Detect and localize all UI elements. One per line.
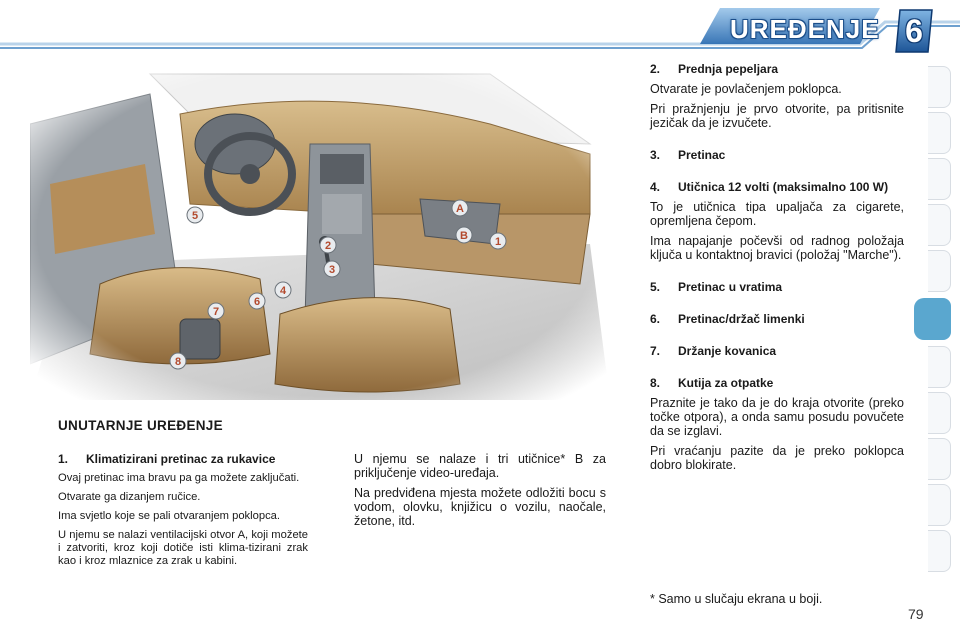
chapter-tab[interactable] <box>928 346 951 388</box>
chapter-tab[interactable] <box>928 66 951 108</box>
section-heading: UNUTARNJE UREĐENJE <box>58 418 223 433</box>
svg-text:4: 4 <box>279 285 287 297</box>
item-socket <box>650 180 904 262</box>
left-column <box>58 452 308 568</box>
callout-4 <box>275 282 291 298</box>
callout-1 <box>490 233 506 249</box>
svg-text:3: 3 <box>328 264 336 276</box>
item-coin-holder <box>650 344 904 358</box>
item-label: Kutija za otpatke <box>678 376 774 390</box>
item-label: Utičnica 12 volti (maksimalno 100 W) <box>678 180 889 194</box>
right-column <box>650 62 904 472</box>
chapter-tab[interactable] <box>928 438 951 480</box>
paragraph: Praznite je tako da je do kraja otvorite (preko točke otpora), a onda samu posudu povučete da se izglavi. <box>650 396 904 438</box>
callout-6 <box>249 293 265 309</box>
svg-text:2: 2 <box>324 240 332 252</box>
chapter-title: UREĐENJE <box>730 14 880 44</box>
paragraph: Pri vraćanju pazite da je preko poklopca dobro blokirate. <box>650 444 904 472</box>
chapter-tabs <box>926 66 960 576</box>
callout-a <box>452 200 468 216</box>
item-title-glovebox <box>58 452 308 466</box>
callout-3 <box>324 261 340 277</box>
chapter-tab[interactable] <box>928 112 951 154</box>
svg-text:6: 6 <box>253 296 261 308</box>
paragraph: Pri pražnjenju je prvo otvorite, pa pritisnite jezičak da je izvučete. <box>650 102 904 130</box>
item-label: Prednja pepeljara <box>678 62 779 76</box>
item-number: 3. <box>650 148 661 162</box>
paragraph: Ovaj pretinac ima bravu pa ga možete zaključati. <box>58 472 300 484</box>
svg-text:8: 8 <box>174 356 182 368</box>
item-number: 7. <box>650 344 661 358</box>
item-storage <box>650 148 904 162</box>
paragraph: U njemu se nalazi ventilacijski otvor A, koji možete i zatvoriti, kroz koji dotiče isti klima-tizirani zrak kao i kroz mlaznice za zrak u kabini. <box>58 529 308 567</box>
svg-text:B: B <box>460 230 468 242</box>
item-label: Pretinac/držač limenki <box>678 312 805 326</box>
callout-5 <box>187 207 203 223</box>
footnote: * Samo u slučaju ekrana u boji. <box>650 592 823 606</box>
callout-7 <box>208 303 224 319</box>
item-number: 5. <box>650 280 661 294</box>
item-number: 4. <box>650 180 661 194</box>
item-can-holder <box>650 312 904 326</box>
item-number: 1. <box>58 452 69 466</box>
middle-column <box>354 452 606 528</box>
item-number: 8. <box>650 376 661 390</box>
chapter-tab[interactable] <box>928 530 951 572</box>
svg-text:5: 5 <box>191 210 199 222</box>
item-number: 6. <box>650 312 661 326</box>
paragraph: Otvarate je povlačenjem poklopca. <box>650 82 842 96</box>
item-ashtray <box>650 62 904 130</box>
paragraph: Ima svjetlo koje se pali otvaranjem poklopca. <box>58 510 280 522</box>
item-waste-bin <box>650 376 904 472</box>
chapter-tab[interactable] <box>928 484 951 526</box>
chapter-tab[interactable] <box>928 392 951 434</box>
callout-b <box>456 227 472 243</box>
chapter-tab-active[interactable] <box>914 298 951 340</box>
car-interior-illustration <box>30 64 610 400</box>
item-label: Držanje kovanica <box>678 344 777 358</box>
paragraph: Ima napajanje počevši od radnog položaja ključa u kontaktnoj bravici (položaj "Marche"). <box>650 234 904 262</box>
chapter-tab[interactable] <box>928 158 951 200</box>
svg-text:A: A <box>456 203 464 215</box>
paragraph: To je utičnica tipa upaljača za cigarete, opremljena čepom. <box>650 200 904 228</box>
item-label: Pretinac u vratima <box>678 280 783 294</box>
item-label: Klimatizirani pretinac za rukavice <box>86 452 276 466</box>
callout-8 <box>170 353 186 369</box>
callout-2 <box>320 237 336 253</box>
svg-text:1: 1 <box>494 236 502 248</box>
paragraph: Na predviđena mjesta možete odložiti bocu s vodom, olovku, knjižicu o vozilu, naočale, žetone, itd. <box>354 486 606 528</box>
item-door-pocket <box>650 280 904 294</box>
paragraph: Otvarate ga dizanjem ručice. <box>58 491 201 503</box>
item-label: Pretinac <box>678 148 726 162</box>
svg-text:7: 7 <box>212 306 220 318</box>
chapter-tab[interactable] <box>928 250 951 292</box>
chapter-tab[interactable] <box>928 204 951 246</box>
page-number: 79 <box>908 606 924 622</box>
chapter-number: 6 <box>905 13 923 49</box>
paragraph: U njemu se nalaze i tri utičnice* B za priključenje video-uređaja. <box>354 452 606 480</box>
item-number: 2. <box>650 62 661 76</box>
